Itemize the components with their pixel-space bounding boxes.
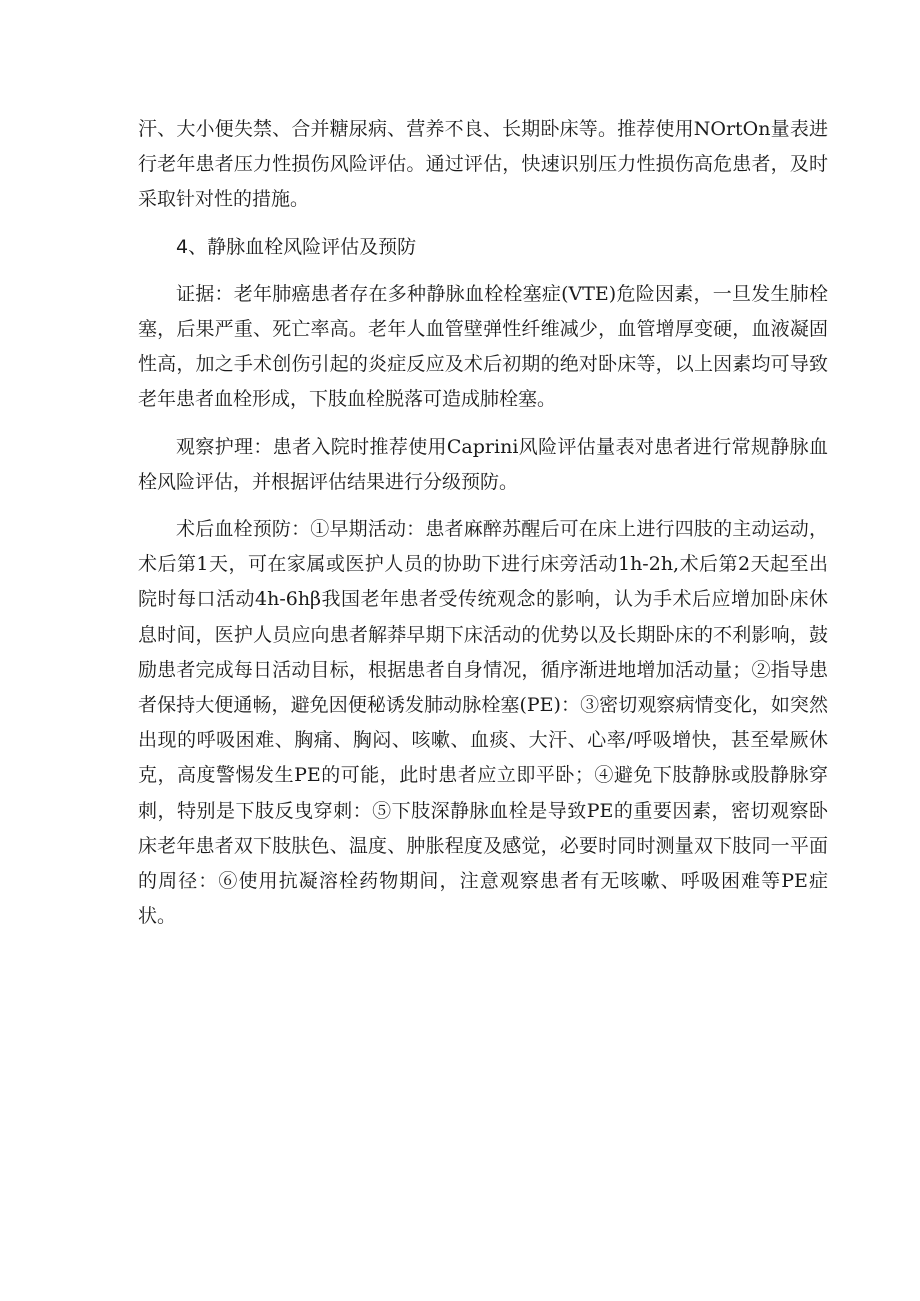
prevention-paragraph: 术后血栓预防：①早期活动：患者麻醉苏醒后可在床上进行四肢的主动运动，术后第1天，可在家属或医护人员的协助下进行床旁活动1h-2h,术后第2天起至出院时每口活动4h-6hβ我国老年患者受传统观念的影响，认为手术后应增加卧床休息时间，医护人员应向患者解莽早期下床活动的优势以及长期卧床的不利影响，鼓励患者完成每日活动目标，根据患者自身情况，循序渐进地增加活动量；②指导患者保持大便通畅，避免因便秘诱发肺动脉栓塞(PE)：③密切观察病情变化，如突然出现的呼吸困难、胸痛、胸闷、咳嗽、血痰、大汗、心率/呼吸增快，甚至晕厥休克，高度警惕发生PE的可能，此时患者应立即平卧；④避免下肢静脉或股静脉穿刺，特别是下肢反曳穿刺：⑤下肢深静脉血栓是导致PE的重要因素，密切观察卧床老年患者双下肢肤色、温度、肿胀程度及感觉，必要时同时测量双下肢同一平面的周径：⑥使用抗凝溶栓药物期间，注意观察患者有无咳嗽、呼吸困难等PE症状。	[138, 518, 828, 928]
document-page	[138, 112, 828, 934]
observation-paragraph: 观察护理：患者入院时推荐使用Caprini风险评估量表对患者进行常规静脉血栓风险评估，并根据评估结果进行分级预防。	[138, 435, 828, 493]
section-heading: 4、静脉血栓风险评估及预防	[176, 235, 417, 258]
evidence-paragraph: 证据：老年肺癌患者存在多种静脉血栓栓塞症(VTE)危险因素，一旦发生肺栓塞，后果严重、死亡率高。老年人血管壁弹性纤维减少，血管增厚变硬，血液凝固性高，加之手术创伤引起的炎症反应及术后初期的绝对卧床等，以上因素均可导致老年患者血栓形成，下肢血栓脱落可造成肺栓塞。	[138, 282, 828, 411]
continuation-paragraph: 汗、大小便失禁、合并糖尿病、营养不良、长期卧床等。推荐使用NOrtOn量表进行老年患者压力性损伤风险评估。通过评估，快速识别压力性损伤高危患者，及时采取针对性的措施。	[138, 118, 828, 211]
